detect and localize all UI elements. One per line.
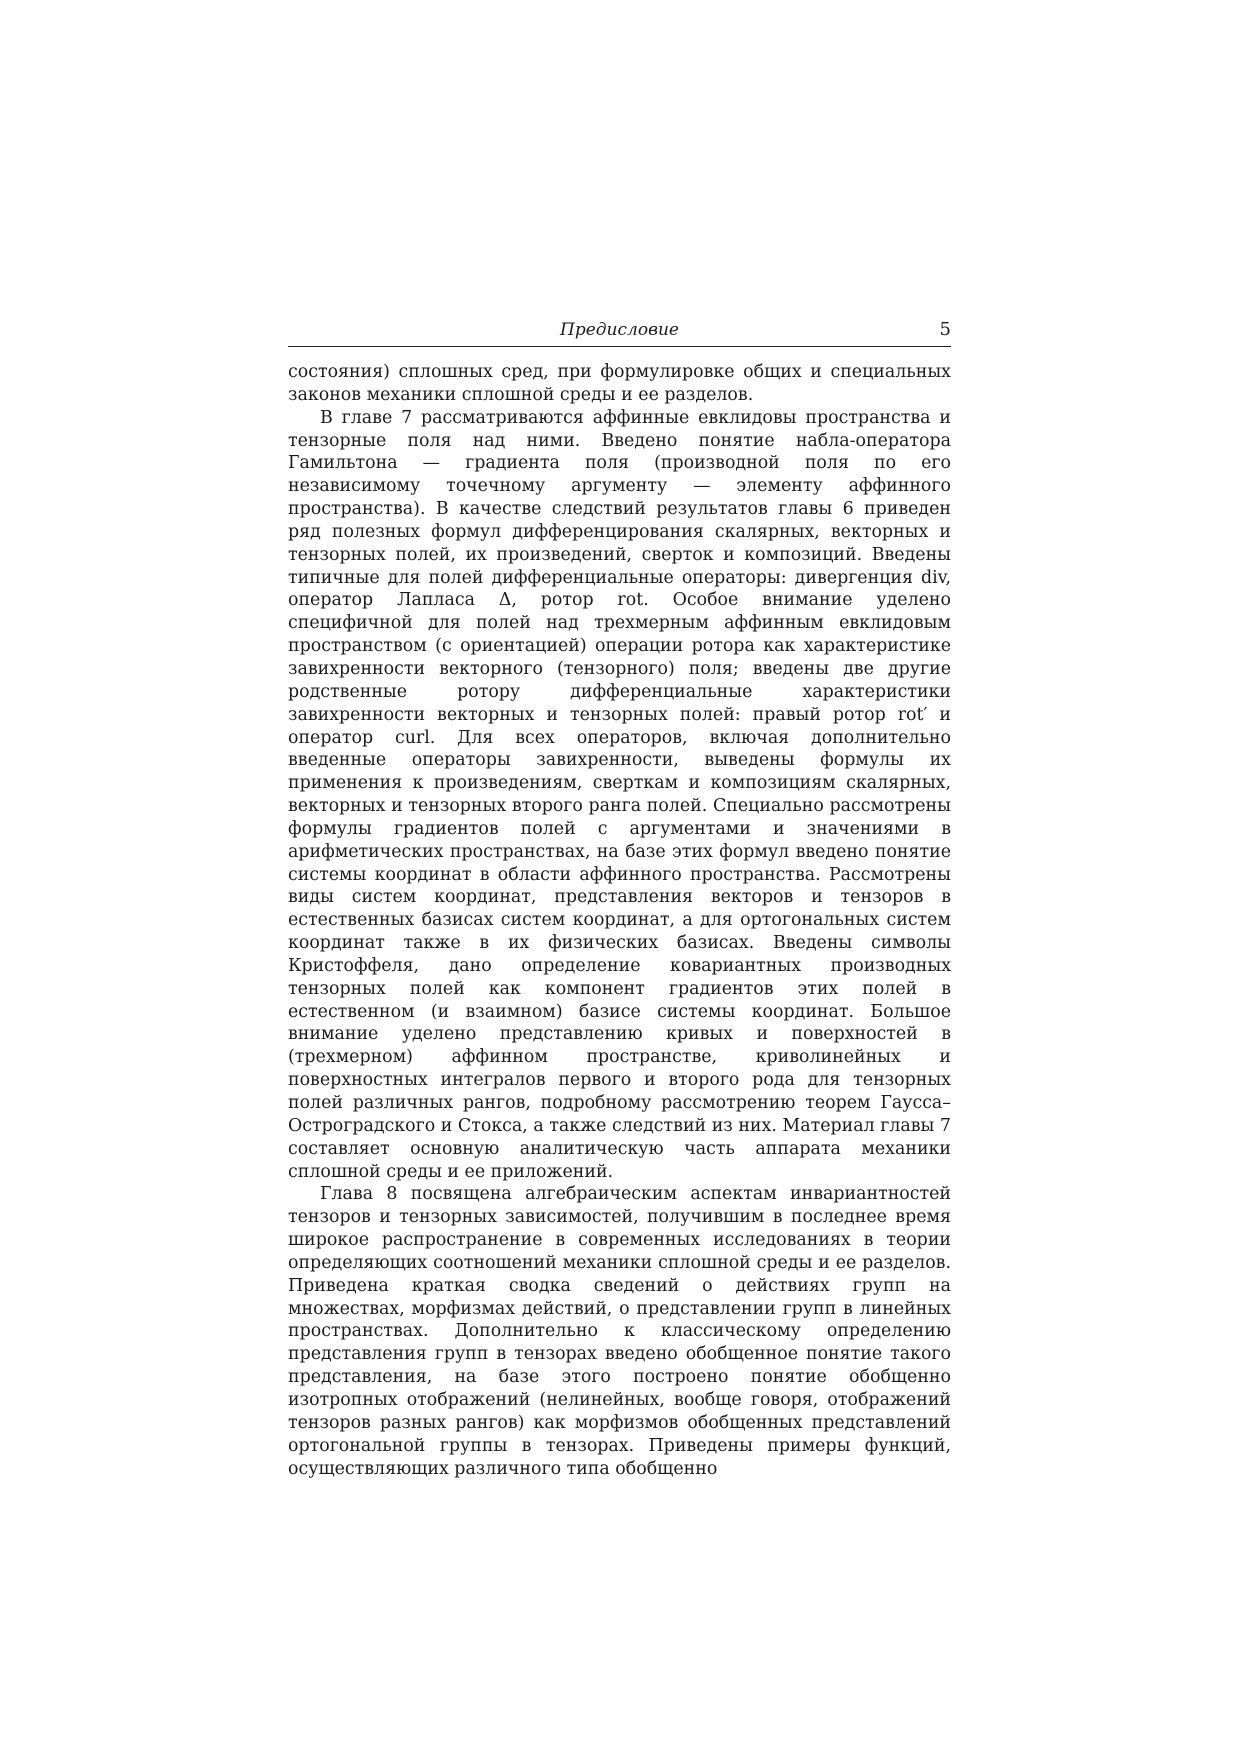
running-title: Предисловие (560, 320, 679, 340)
running-header (288, 318, 951, 347)
paragraph: Глава 8 посвящена алгебраическим аспектам инвариантностей тензоров и тензорных зависимостей, получившим в последнее время широкое распространение в современных исследованиях в теории определяющих соотношений механики сплошной среды и ее разделов. Приведена краткая сводка сведений о действиях групп на множествах, морфизмах действий, о представлении групп в линейных пространствах. Дополнительно к классическому определению представления групп в тензорах введено обобщенное понятие такого представления, на базе этого построено понятие обобщенно изотропных отображений (нелинейных, вообще говоря, отображений тензоров разных рангов) как морфизмов обобщенных представлений ортогональной группы в тензорах. Приведены примеры функций, осуществляющих различного типа обобщенно (288, 1184, 951, 1479)
paragraph: состояния) сплошных сред, при формулировке общих и специальных законов механики сплошной среды и ее разделов. (288, 362, 951, 405)
page-number: 5 (939, 319, 951, 340)
page-content (288, 318, 951, 1480)
paragraph: В главе 7 рассматриваются аффинные евклидовы пространства и тензорные поля над ними. Введено понятие набла-оператора Гамильтона — градиента поля (производной поля по его независимому точечному аргументу — элементу аффинного пространства). В качестве следствий результатов главы 6 приведен ряд полезных формул дифференцирования скалярных, векторных и тензорных полей, их произведений, сверток и композиций. Введены типичные для полей дифференциальные операторы: дивергенция div, оператор Лапласа Δ, ротор rot. Особое внимание уделено специфичной для полей над трехмерным аффинным евклидовым пространством (с ориентацией) операции ротора как характеристике завихренности векторного (тензорного) поля; введены две другие родственные ротору дифференциальные характеристики завихренности векторных и тензорных полей: правый ротор rot′ и оператор curl. Для всех операторов, включая дополнительно введенные операторы завихренности, выведены формулы их применения к произведениям, сверткам и композициям скалярных, векторных и тензорных второго ранга полей. Специально рассмотрены формулы градиентов полей с аргументами и значениями в арифметических пространствах, на базе этих формул введено понятие системы координат в области аффинного пространства. Рассмотрены виды систем координат, представления векторов и тензоров в естественных базисах систем координат, а для ортогональных систем координат также в их физических базисах. Введены символы Кристоффеля, дано определение ковариантных производных тензорных полей как компонент градиентов этих полей в естественном (и взаимном) базисе системы координат. Большое внимание уделено представлению кривых и поверхностей в (трехмерном) аффинном пространстве, криволинейных и поверхностных интегралов первого и второго рода для тензорных полей различных рангов, подробному рассмотрению теорем Гаусса–Остроградского и Стокса, а также следствий из них. Материал главы 7 составляет основную аналитическую часть аппарата механики сплошной среды и ее приложений. (288, 407, 951, 1182)
body-text (288, 361, 951, 1480)
